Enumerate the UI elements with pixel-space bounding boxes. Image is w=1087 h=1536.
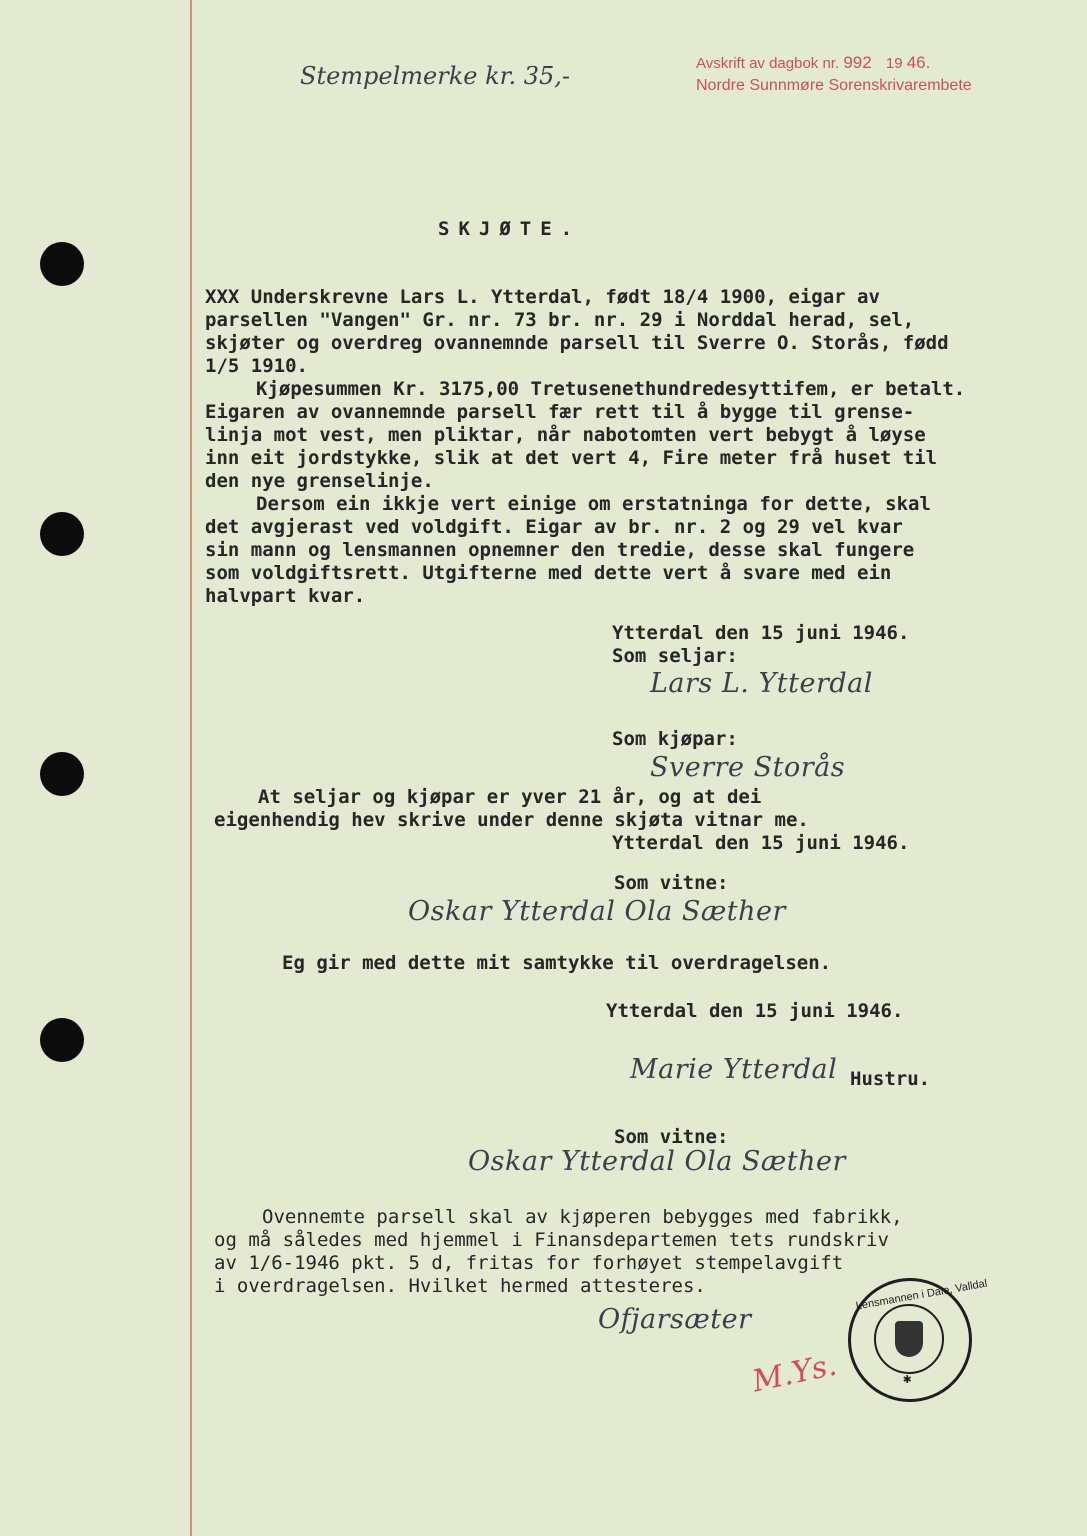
official-seal	[848, 1277, 989, 1402]
seal-text: Lensmannen i Dale, Valldal	[854, 1277, 989, 1313]
punch-hole	[40, 512, 84, 556]
body-line: den nye grenselinje.	[205, 470, 434, 492]
attest-line: av 1/6-1946 pkt. 5 d, fritas for forhøyet stempelavgift	[214, 1252, 844, 1274]
place-date: Ytterdal den 15 juni 1946.	[612, 622, 910, 644]
place-date: Ytterdal den 15 juni 1946.	[606, 1000, 904, 1022]
body-line: det avgjerast ved voldgift. Eigar av br. nr. 2 og 29 vel kvar	[205, 516, 903, 538]
official-signature: Ofjarsæter	[598, 1304, 752, 1335]
red-margin-line	[190, 0, 192, 1536]
body-line: Kjøpesummen Kr. 3175,00 Tretusenethundredesyttifem, er betalt.	[256, 378, 966, 400]
witness-signatures: Oskar Ytterdal Ola Sæther	[468, 1146, 846, 1177]
body-line: Eigaren av ovannemnde parsell fær rett til å bygge til grense-	[205, 401, 915, 423]
document-title: SKJØTE.	[438, 218, 582, 240]
witness-label: Som vitne:	[614, 1126, 729, 1148]
body-line: som voldgiftsrett. Utgifterne med dette vert å svare med ein	[205, 562, 892, 584]
seller-label: Som seljar:	[612, 645, 738, 667]
body-line: 1/5 1910.	[205, 355, 308, 377]
spouse-role: Hustru.	[850, 1068, 931, 1090]
initials-mark: M.Ys.	[749, 1347, 840, 1400]
witness-statement-line: eigenhendig hev skrive under denne skjøta vitnar me.	[214, 809, 809, 831]
body-line: linja mot vest, men pliktar, når nabotomten vert bebygt å løyse	[205, 424, 926, 446]
attest-line: i overdragelsen. Hvilket hermed attesteres.	[214, 1275, 706, 1297]
registry-prefix: Avskrift av dagbok nr.	[696, 55, 840, 72]
buyer-signature: Sverre Storås	[650, 752, 846, 783]
body-line: Dersom ein ikkje vert einige om erstatninga for dette, skal	[256, 493, 931, 515]
consent-line: Eg gir med dette mit samtykke til overdragelsen.	[282, 952, 832, 974]
punch-hole	[40, 1018, 84, 1062]
attest-line: og må således med hjemmel i Finansdepartemen tets rundskriv	[214, 1229, 889, 1251]
registry-office: Nordre Sunnmøre Sorenskrivarembete	[696, 77, 972, 94]
body-line: skjøter og overdreg ovannemnde parsell til Sverre O. Storås, fødd	[205, 332, 949, 354]
attest-line: Ovennemte parsell skal av kjøperen bebygges med fabrikk,	[262, 1206, 903, 1228]
seller-signature: Lars L. Ytterdal	[650, 668, 873, 699]
body-line: parsellen "Vangen" Gr. nr. 73 br. nr. 29 i Norddal herad, sel,	[205, 309, 915, 331]
punch-hole	[40, 242, 84, 286]
witness-label: Som vitne:	[614, 872, 729, 894]
witness-statement-line: At seljar og kjøpar er yver 21 år, og at dei	[258, 786, 762, 808]
punch-hole	[40, 752, 84, 796]
place-date: Ytterdal den 15 juni 1946.	[612, 832, 910, 854]
registry-stamp	[696, 52, 972, 97]
body-line: inn eit jordstykke, slik at det vert 4, Fire meter frå huset til	[205, 447, 938, 469]
body-line: XXX Underskrevne Lars L. Ytterdal, født 18/4 1900, eigar av	[205, 286, 880, 308]
witness-signatures: Oskar Ytterdal Ola Sæther	[408, 896, 786, 927]
buyer-label: Som kjøpar:	[612, 728, 738, 750]
star-icon: ✱	[903, 1371, 912, 1387]
registry-year-prefix: 19	[885, 55, 903, 72]
spouse-signature: Marie Ytterdal	[630, 1054, 838, 1085]
body-line: sin mann og lensmannen opnemner den tredie, desse skal fungere	[205, 539, 915, 561]
body-line: halvpart kvar.	[205, 585, 366, 607]
registry-number: 992	[843, 53, 872, 72]
stamp-fee-note: Stempelmerke kr. 35,-	[300, 62, 571, 90]
coat-of-arms-icon	[895, 1321, 923, 1357]
registry-year-suffix: 46.	[906, 53, 931, 72]
